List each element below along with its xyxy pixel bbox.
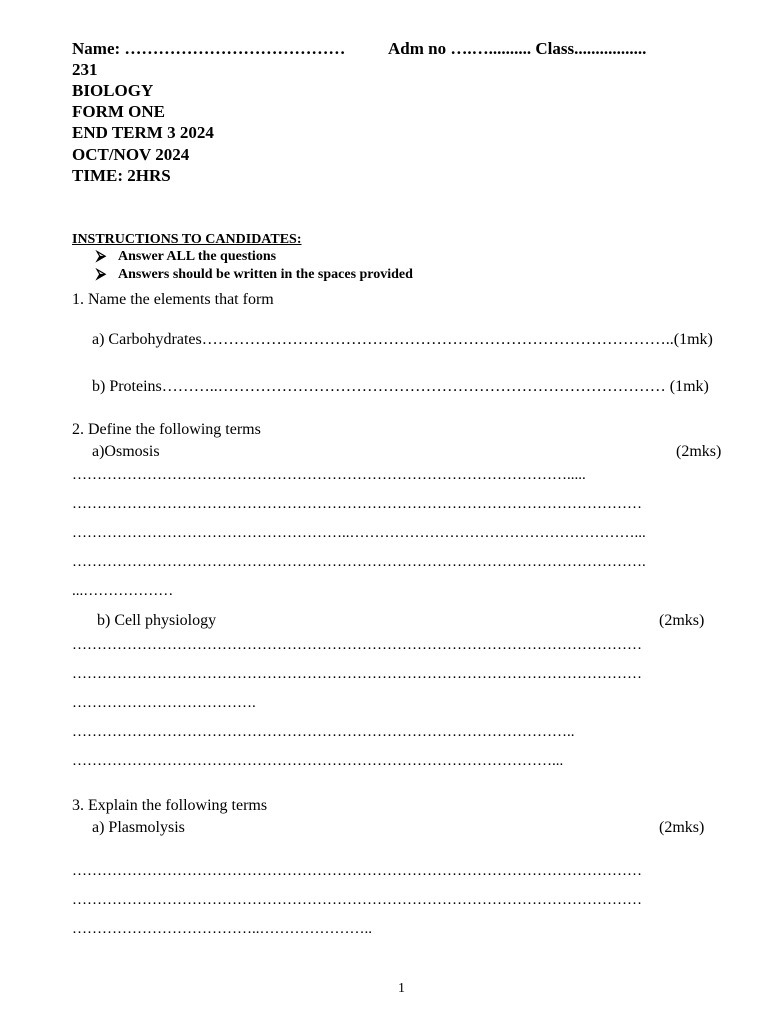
question-2a-label: a)Osmosis bbox=[92, 443, 160, 460]
answer-line: …………………………………………………………………………………………………… bbox=[72, 666, 642, 682]
question-1b-answer-line: b) Proteins………..………………………………………………………………………… (1mk) bbox=[92, 378, 709, 395]
paper-code: 231 bbox=[72, 60, 98, 79]
instruction-item: ⮚ Answer ALL the questions bbox=[96, 249, 277, 264]
page-number: 1 bbox=[398, 981, 405, 996]
exam-time: TIME: 2HRS bbox=[72, 166, 171, 185]
arrow-bullet-icon: ⮚ bbox=[96, 249, 106, 264]
question-2b-label: b) Cell physiology bbox=[97, 612, 217, 629]
answer-line: ………………………………………………..…………………………………………………... bbox=[72, 525, 646, 541]
form-level: FORM ONE bbox=[72, 102, 166, 121]
exam-term: END TERM 3 2024 bbox=[72, 123, 214, 142]
answer-line: …………………………………………………………………………………………………… bbox=[72, 496, 642, 512]
answer-line: ………………………………..………………….. bbox=[72, 921, 372, 937]
exam-session: OCT/NOV 2024 bbox=[72, 145, 190, 164]
answer-line: ……………………………………………………………………………………….. bbox=[72, 724, 575, 740]
answer-line: ……………………………………………………………………………………... bbox=[72, 753, 564, 769]
instructions-title: INSTRUCTIONS TO CANDIDATES: bbox=[72, 232, 302, 247]
answer-line: ...……………… bbox=[72, 583, 174, 599]
answer-line: …………………………………………………………………………………………………… bbox=[72, 637, 642, 653]
answer-line: ………………………………………………………………………………………..... bbox=[72, 467, 586, 483]
question-2a-marks: (2mks) bbox=[676, 443, 722, 460]
question-2-stem: 2. Define the following terms bbox=[72, 421, 261, 438]
adm-class-field-line: Adm no ….….......... Class................. bbox=[388, 39, 647, 58]
question-1a-answer-line: a) Carbohydrates……………………………………………………………………………..(1mk) bbox=[92, 331, 713, 348]
arrow-bullet-icon: ⮚ bbox=[96, 267, 106, 282]
question-3a-label: a) Plasmolysis bbox=[92, 819, 185, 836]
question-2b-marks: (2mks) bbox=[659, 612, 705, 629]
answer-line: …………………………………………………………………………………………………… bbox=[72, 892, 642, 908]
name-field-line: Name: ………………………………… bbox=[72, 39, 346, 58]
answer-line: ………………………………. bbox=[72, 695, 256, 711]
question-1-stem: 1. Name the elements that form bbox=[72, 291, 274, 308]
instruction-item: ⮚ Answers should be written in the spaces provided bbox=[96, 267, 413, 282]
question-3a-marks: (2mks) bbox=[659, 819, 705, 836]
answer-line: …………………………………………………………………………………………………… bbox=[72, 863, 642, 879]
question-3-stem: 3. Explain the following terms bbox=[72, 797, 268, 814]
subject-title: BIOLOGY bbox=[72, 81, 154, 100]
answer-line: ……………………………………………………………………………………………………. bbox=[72, 554, 646, 570]
